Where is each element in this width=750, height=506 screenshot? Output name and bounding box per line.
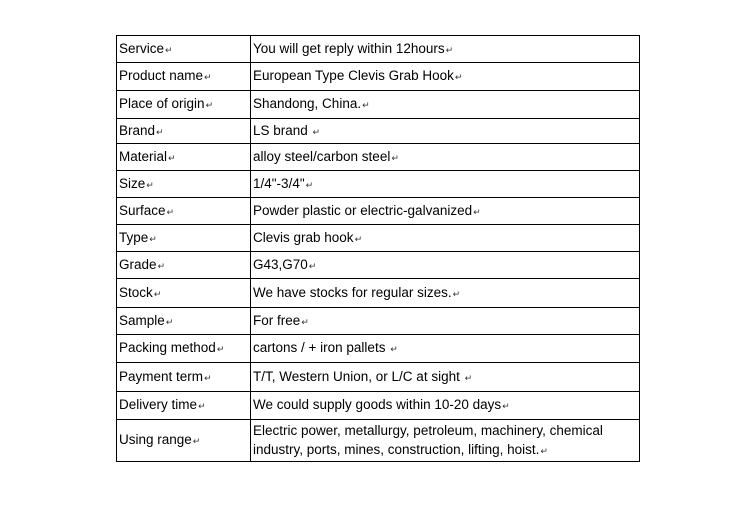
table-row xyxy=(117,91,640,119)
row-value: Powder plastic or electric-galvanized xyxy=(253,202,473,218)
row-value-cell xyxy=(251,335,640,363)
paragraph-mark-icon: ↵ xyxy=(301,316,309,327)
table-row xyxy=(117,363,640,392)
paragraph-mark-icon: ↵ xyxy=(452,288,461,299)
table-row xyxy=(117,279,640,308)
row-label-cell xyxy=(117,420,251,462)
row-label-cell xyxy=(117,171,251,198)
paragraph-mark-icon: ↵ xyxy=(308,260,317,271)
row-value: G43,G70 xyxy=(253,256,308,272)
row-value: We have stocks for regular sizes. xyxy=(253,284,452,300)
row-value-cell xyxy=(251,36,640,63)
row-value-cell xyxy=(251,171,640,198)
table-row xyxy=(117,225,640,252)
paragraph-mark-icon: ↵ xyxy=(305,179,314,190)
row-value: Electric power, metallurgy, petroleum, machinery, chemical industry, ports, mines, construction, lifting, hoist. xyxy=(253,422,603,457)
paragraph-mark-icon: ↵ xyxy=(540,445,548,456)
product-spec-table xyxy=(116,35,640,462)
row-value-cell xyxy=(251,420,640,462)
row-label: Brand xyxy=(119,122,156,138)
row-label-cell xyxy=(117,335,251,363)
row-label: Product name xyxy=(119,68,204,83)
row-value: Shandong, China. xyxy=(253,96,362,111)
table-row xyxy=(117,335,640,363)
row-value: alloy steel/carbon steel xyxy=(253,148,391,164)
paragraph-mark-icon: ↵ xyxy=(165,44,173,55)
row-label: Material xyxy=(119,148,168,164)
row-label-cell xyxy=(117,63,251,91)
row-value: T/T, Western Union, or L/C at sight xyxy=(253,368,464,384)
row-value-cell xyxy=(251,363,640,392)
row-label: Type xyxy=(119,229,149,245)
paragraph-mark-icon: ↵ xyxy=(473,206,481,217)
paragraph-mark-icon: ↵ xyxy=(205,100,214,110)
paragraph-mark-icon: ↵ xyxy=(146,179,154,190)
row-label: Packing method xyxy=(119,340,216,355)
row-value: LS brand xyxy=(253,122,312,138)
row-label: Surface xyxy=(119,202,166,218)
paragraph-mark-icon: ↵ xyxy=(464,372,473,383)
paragraph-mark-icon: ↵ xyxy=(390,344,398,354)
row-label-cell xyxy=(117,308,251,335)
row-label-cell xyxy=(117,225,251,252)
row-value-cell xyxy=(251,252,640,279)
table-row xyxy=(117,420,640,462)
row-label: Service xyxy=(119,40,165,56)
row-value-cell xyxy=(251,119,640,144)
row-value-cell xyxy=(251,308,640,335)
row-label-cell xyxy=(117,363,251,392)
row-label: Grade xyxy=(119,256,157,272)
paragraph-mark-icon: ↵ xyxy=(362,100,370,110)
paragraph-mark-icon: ↵ xyxy=(149,233,157,244)
row-value-cell xyxy=(251,392,640,420)
paragraph-mark-icon: ↵ xyxy=(165,316,174,327)
table-row xyxy=(117,252,640,279)
row-value: 1/4"-3/4" xyxy=(253,175,305,191)
table-row xyxy=(117,171,640,198)
paragraph-mark-icon: ↵ xyxy=(204,372,212,383)
paragraph-mark-icon: ↵ xyxy=(198,401,206,411)
row-value-cell xyxy=(251,144,640,171)
table-row xyxy=(117,392,640,420)
paragraph-mark-icon: ↵ xyxy=(157,260,166,271)
row-value-cell xyxy=(251,198,640,225)
row-value: European Type Clevis Grab Hook xyxy=(253,68,454,83)
paragraph-mark-icon: ↵ xyxy=(354,233,363,244)
row-value-cell xyxy=(251,63,640,91)
paragraph-mark-icon: ↵ xyxy=(166,206,175,217)
row-label-cell xyxy=(117,144,251,171)
paragraph-mark-icon: ↵ xyxy=(153,288,162,299)
paragraph-mark-icon: ↵ xyxy=(168,152,176,163)
row-label: Using range xyxy=(119,432,192,447)
table-row xyxy=(117,119,640,144)
table-row xyxy=(117,308,640,335)
paragraph-mark-icon: ↵ xyxy=(216,344,225,354)
row-label-cell xyxy=(117,198,251,225)
row-value: For free xyxy=(253,312,301,328)
table-row xyxy=(117,36,640,63)
row-label: Size xyxy=(119,175,146,191)
paragraph-mark-icon: ↵ xyxy=(312,126,321,137)
table-row xyxy=(117,144,640,171)
row-value: You will get reply within 12hours xyxy=(253,40,445,56)
row-value-cell xyxy=(251,91,640,119)
table-row xyxy=(117,63,640,91)
row-label-cell xyxy=(117,119,251,144)
paragraph-mark-icon: ↵ xyxy=(391,152,399,163)
row-label-cell xyxy=(117,91,251,119)
row-value: Clevis grab hook xyxy=(253,229,354,245)
paragraph-mark-icon: ↵ xyxy=(204,72,212,82)
row-value-cell xyxy=(251,279,640,308)
paragraph-mark-icon: ↵ xyxy=(454,72,463,82)
paragraph-mark-icon: ↵ xyxy=(156,126,164,137)
row-label: Payment term xyxy=(119,368,204,384)
row-label-cell xyxy=(117,279,251,308)
row-label: Place of origin xyxy=(119,96,205,111)
row-value: We could supply goods within 10-20 days xyxy=(253,397,502,412)
paragraph-mark-icon: ↵ xyxy=(192,436,201,446)
paragraph-mark-icon: ↵ xyxy=(502,401,510,411)
paragraph-mark-icon: ↵ xyxy=(445,44,454,55)
row-label: Stock xyxy=(119,284,153,300)
row-label-cell xyxy=(117,252,251,279)
table-row xyxy=(117,198,640,225)
row-label: Delivery time xyxy=(119,397,198,412)
row-value-cell xyxy=(251,225,640,252)
row-label: Sample xyxy=(119,312,165,328)
row-value: cartons / + iron pallets xyxy=(253,340,390,355)
row-label-cell xyxy=(117,392,251,420)
row-label-cell xyxy=(117,36,251,63)
